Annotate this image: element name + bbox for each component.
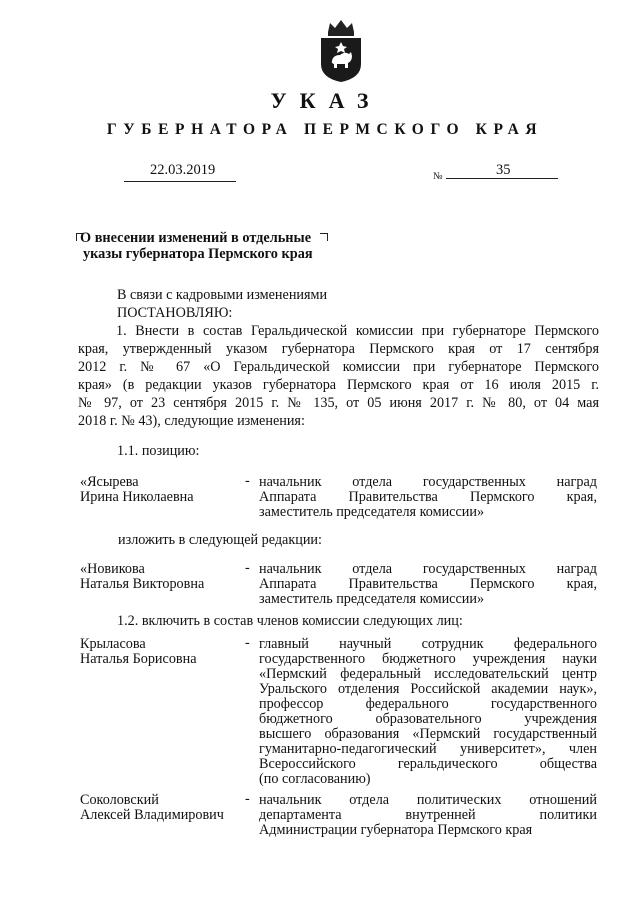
person-add1-dash: -: [245, 635, 250, 651]
decree-word: ПОСТАНОВЛЯЮ:: [117, 305, 233, 321]
date-underline: [124, 181, 236, 182]
document-date: 22.03.2019: [150, 162, 216, 178]
person-add1-name: Крыласова Наталья Борисовна: [80, 636, 197, 667]
item-1-line: края, утвержденный указом губернатора Пермского края от 17 сентября: [78, 341, 599, 357]
number-sign: №: [433, 171, 443, 182]
subject-line-2: указы губернатора Пермского края: [83, 246, 313, 262]
item-1-line: № 97, от 23 сентября 2015 г. № 135, от 05 июня 2017 г. № 80, от 04 мая: [78, 395, 599, 411]
item-1-line: 1. Внести в состав Геральдической комиссии при губернаторе Пермского: [116, 323, 599, 339]
person-new-position: начальник отдела государственных наград Аппарата Правительства Пермского края, заместитель председателя комиссии»: [259, 561, 597, 607]
person-old-dash: -: [245, 473, 250, 489]
document-subtitle: ГУБЕРНАТОРА ПЕРМСКОГО КРАЯ: [106, 121, 544, 138]
restate-line: изложить в следующей редакции:: [118, 532, 322, 548]
document-subject: [80, 230, 313, 262]
subject-bracket-right: [320, 233, 328, 241]
person-add2-position: начальник отдела политических отношений департамента внутренней политики Администрации губернатора Пермского края: [259, 792, 597, 838]
subject-line-1: О внесении изменений в отдельные: [80, 230, 312, 246]
coat-of-arms-emblem: [318, 18, 364, 84]
item-1-2-heading: 1.2. включить в состав членов комиссии следующих лиц:: [117, 613, 463, 629]
person-new-dash: -: [245, 560, 250, 576]
person-old-name: «Ясырева Ирина Николаевна: [80, 474, 194, 505]
item-1-line: края» (в редакции указов губернатора Пермского края от 16 июля 2015 г.: [78, 377, 599, 393]
number-underline: [446, 178, 558, 179]
item-1-1-heading: 1.1. позицию:: [117, 443, 200, 459]
person-old-position: начальник отдела государственных наград Аппарата Правительства Пермского края, заместитель председателя комиссии»: [259, 474, 597, 520]
person-add2-name: Соколовский Алексей Владимирович: [80, 792, 224, 823]
document-title: УКАЗ: [270, 88, 382, 113]
document-number: 35: [496, 162, 511, 178]
person-add2-dash: -: [245, 791, 250, 807]
intro-line: В связи с кадровыми изменениями: [117, 287, 328, 303]
person-new-name: «Новикова Наталья Викторовна: [80, 561, 205, 592]
item-1-line: 2012 г. № 67 «О Геральдической комиссии при губернаторе Пермского: [78, 359, 599, 375]
item-1-line: 2018 г. № 43), следующие изменения:: [78, 413, 305, 429]
person-add1-position: главный научный сотрудник федерального государственного бюджетного учреждения науки «Пермский федеральный исследовательский центр Уральского отделения Российской академии наук», профессор федерального государственного бюджетного образовательного учреждения высшего образования «Пермский государственный гуманитарно-педагогический университет», член Всероссийского геральдического общества (по согласованию): [259, 636, 597, 787]
item-1-paragraph: [78, 322, 599, 430]
